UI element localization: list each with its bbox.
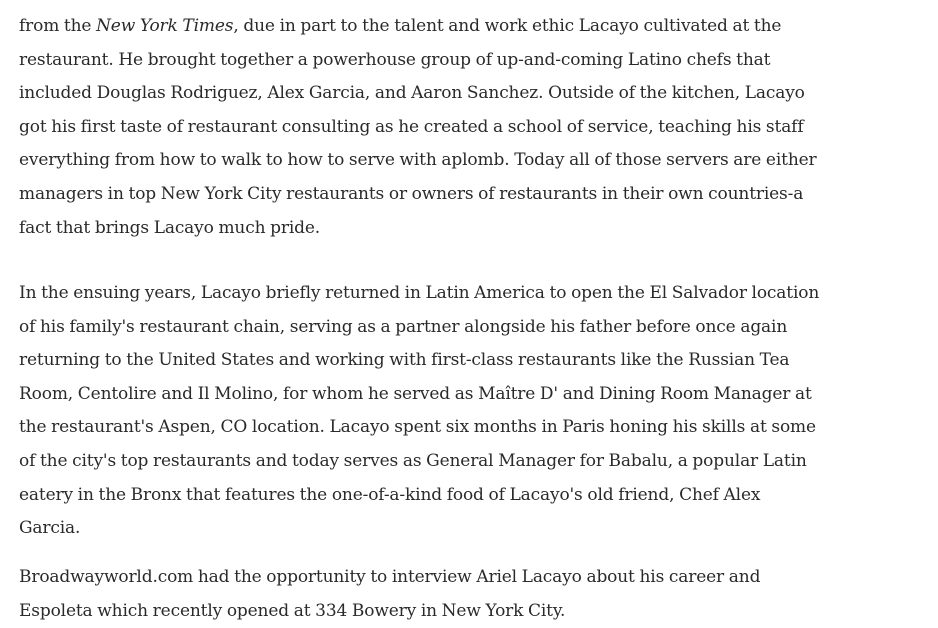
text-line: eatery in the Bronx that features the one-of-a-kind food of Lacayo's old friend, Chef Alex (19, 484, 761, 505)
text-line: managers in top New York City restaurants or owners of restaurants in their own countries-a (19, 183, 804, 204)
text-line: of his family's restaurant chain, serving as a partner alongside his father before once again (19, 316, 788, 337)
text-segment: , due in part to the talent and work ethic Lacayo cultivated at the (233, 16, 782, 36)
text-line: returning to the United States and working with first-class restaurants like the Russian Tea (19, 350, 790, 371)
text-line: the restaurant's Aspen, CO location. Lacayo spent six months in Paris honing his skills at some (19, 417, 816, 438)
cropped-text-line (19, 0, 924, 6)
publication-name: New York Times (96, 16, 234, 36)
text-line: of the city's top restaurants and today serves as General Manager for Babalu, a popular Latin (19, 450, 807, 471)
text-line: included Douglas Rodriguez, Alex Garcia, and Aaron Sanchez. Outside of the kitchen, Lacayo (19, 83, 805, 104)
text-line: Room, Centolire and Il Molino, for whom he served as Maître D' and Dining Room Manager at (19, 383, 812, 404)
text-line: Garcia. (19, 518, 81, 539)
text-line: got his first taste of restaurant consulting as he created a school of service, teaching his staff (19, 116, 804, 137)
paragraph-restaurant-history (19, 10, 817, 245)
text-line: Espoleta which recently opened at 334 Bowery in New York City. (19, 600, 566, 621)
text-line: In the ensuing years, Lacayo briefly returned in Latin America to open the El Salvador location (19, 283, 820, 303)
paragraph-career-history (19, 277, 819, 546)
text-segment: from the (19, 16, 97, 36)
text-line (19, 10, 817, 44)
text-line: restaurant. He brought together a powerhouse group of up-and-coming Latino chefs that (19, 49, 771, 70)
text-line: everything from how to walk to how to serve with aplomb. Today all of those servers are either (19, 150, 817, 171)
text-line: fact that brings Lacayo much pride. (19, 217, 321, 238)
text-line: Broadwayworld.com had the opportunity to interview Ariel Lacayo about his career and (19, 567, 761, 587)
paragraph-interview-intro (19, 561, 760, 628)
